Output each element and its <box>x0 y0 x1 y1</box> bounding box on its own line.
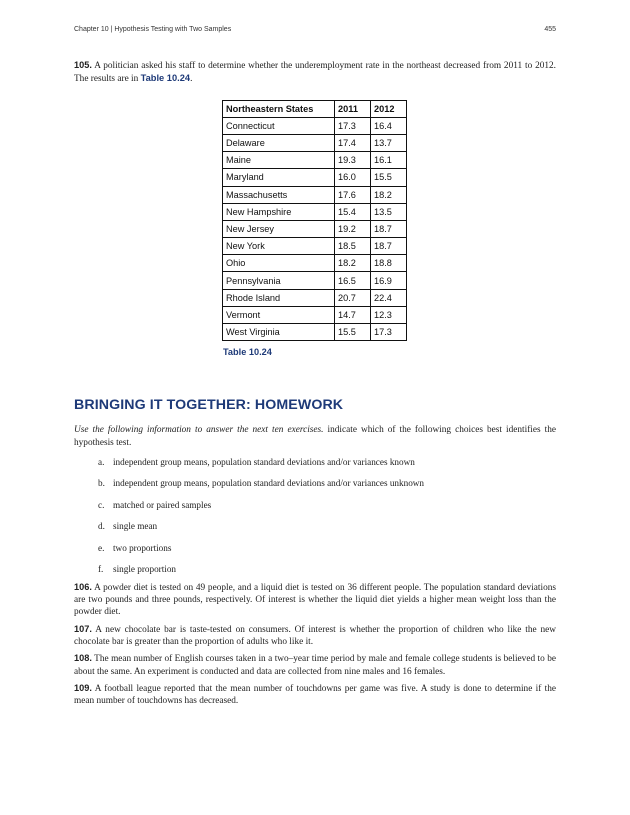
state-cell: Connecticut <box>223 117 335 134</box>
state-cell: Ohio <box>223 255 335 272</box>
exercise-number: 106. <box>74 581 92 592</box>
choice-label: c. <box>98 499 105 510</box>
value-2011-cell: 18.5 <box>335 238 371 255</box>
state-cell: Vermont <box>223 306 335 323</box>
table-header-row <box>223 100 407 117</box>
table-row <box>223 289 407 306</box>
choice-label: a. <box>98 456 105 467</box>
choice-text: independent group means, population standard deviations and/or variances unknown <box>113 478 425 489</box>
value-2011-cell: 17.4 <box>335 134 371 151</box>
value-2012-cell: 18.8 <box>371 255 407 272</box>
exercise-number: 107. <box>74 623 92 634</box>
value-2012-cell: 22.4 <box>371 289 407 306</box>
exercise-text: The mean number of English courses taken in a two–year time period by male and female college students is believed to be about the same. An experiment is conducted and data are collected from nine males and 16 females. <box>74 654 556 677</box>
value-2011-cell: 19.3 <box>335 152 371 169</box>
table-row <box>223 117 407 134</box>
state-cell: Maine <box>223 152 335 169</box>
value-2012-cell: 17.3 <box>371 324 407 341</box>
table-row <box>223 203 407 220</box>
value-2012-cell: 12.3 <box>371 306 407 323</box>
page-header <box>74 26 556 38</box>
column-header: 2011 <box>335 100 371 117</box>
value-2012-cell: 16.4 <box>371 117 407 134</box>
value-2011-cell: 15.5 <box>335 324 371 341</box>
choice-text: independent group means, population standard deviations and/or variances known <box>113 456 415 467</box>
value-2011-cell: 17.3 <box>335 117 371 134</box>
state-cell: New York <box>223 238 335 255</box>
choice-label: e. <box>98 542 105 553</box>
value-2011-cell: 20.7 <box>335 289 371 306</box>
list-item <box>74 478 556 500</box>
choice-text: matched or paired samples <box>113 499 212 510</box>
list-item <box>74 500 556 522</box>
exercise-107 <box>74 623 556 649</box>
value-2012-cell: 18.2 <box>371 186 407 203</box>
column-header: 2012 <box>371 100 407 117</box>
page-content <box>74 59 556 707</box>
exercise-text: A politician asked his staff to determine whether the underemployment rate in the northeast decreased from 2011 to 2012. The results are in <box>74 61 556 85</box>
intro-italic: Use the following information to answer the next ten exercises. <box>74 425 324 436</box>
exercise-109 <box>74 682 556 708</box>
choice-text: two proportions <box>113 542 172 553</box>
state-cell: New Hampshire <box>223 203 335 220</box>
exercise-list <box>74 581 556 708</box>
value-2011-cell: 16.5 <box>335 272 371 289</box>
exercise-number: 109. <box>74 682 92 693</box>
table-row <box>223 306 407 323</box>
sentence-end: . <box>190 74 193 85</box>
state-cell: Delaware <box>223 134 335 151</box>
table-row <box>223 220 407 237</box>
value-2012-cell: 16.1 <box>371 152 407 169</box>
choice-label: d. <box>98 521 105 532</box>
exercise-106 <box>74 581 556 619</box>
value-2012-cell: 13.7 <box>371 134 407 151</box>
table-row <box>223 152 407 169</box>
table-row <box>223 186 407 203</box>
list-item <box>74 564 556 586</box>
page-number: 455 <box>544 26 556 33</box>
table-row <box>223 324 407 341</box>
exercise-number: 105. <box>74 60 92 70</box>
exercise-108 <box>74 652 556 678</box>
value-2011-cell: 15.4 <box>335 203 371 220</box>
exercise-text: A football league reported that the mean number of touchdowns per game was five. A study is done to determine if the mean number of touchdowns has decreased. <box>74 683 557 707</box>
table-caption: Table 10.24 <box>223 347 272 358</box>
choice-text: single proportion <box>113 564 177 575</box>
list-item <box>74 521 556 543</box>
table-reference-link[interactable]: Table 10.24 <box>140 73 191 84</box>
state-cell: Massachusetts <box>223 186 335 203</box>
state-cell: New Jersey <box>223 220 335 237</box>
list-item <box>74 543 556 565</box>
exercise-text: A new chocolate bar is taste-tested on consumers. Of interest is whether the proportion of children who like the new chocolate bar is greater than the proportion of adults who like it. <box>74 624 556 647</box>
exercise-text: A powder diet is tested on 49 people, and a liquid diet is tested on 36 different people. The population standard deviations are two pounds and three pounds, respectively. Of interest is whether the liquid diet yields a higher mean weight loss than the powder diet. <box>74 582 556 618</box>
exercise-105 <box>74 59 556 86</box>
table-row <box>223 272 407 289</box>
section-intro <box>74 424 556 449</box>
value-2011-cell: 14.7 <box>335 306 371 323</box>
value-2012-cell: 15.5 <box>371 169 407 186</box>
choice-label: f. <box>98 564 104 575</box>
value-2011-cell: 16.0 <box>335 169 371 186</box>
column-header: Northeastern States <box>223 100 335 117</box>
section-title: BRINGING IT TOGETHER: HOMEWORK <box>74 397 344 414</box>
state-cell: Rhode Island <box>223 289 335 306</box>
state-cell: West Virginia <box>223 324 335 341</box>
value-2011-cell: 17.6 <box>335 186 371 203</box>
choice-list <box>74 457 556 586</box>
exercise-number: 108. <box>74 653 92 664</box>
chapter-title: Chapter 10 | Hypothesis Testing with Two Samples <box>74 26 232 33</box>
intro-text: indicate which of the following choices best identifies the hypothesis test. <box>74 425 557 448</box>
value-2011-cell: 18.2 <box>335 255 371 272</box>
table-row <box>223 134 407 151</box>
value-2012-cell: 18.7 <box>371 220 407 237</box>
table-row <box>223 255 407 272</box>
choice-text: single mean <box>113 521 158 532</box>
table-row <box>223 238 407 255</box>
underemployment-table <box>222 100 407 342</box>
list-item <box>74 457 556 479</box>
value-2012-cell: 13.5 <box>371 203 407 220</box>
value-2012-cell: 18.7 <box>371 238 407 255</box>
table-row <box>223 169 407 186</box>
value-2012-cell: 16.9 <box>371 272 407 289</box>
state-cell: Maryland <box>223 169 335 186</box>
state-cell: Pennsylvania <box>223 272 335 289</box>
value-2011-cell: 19.2 <box>335 220 371 237</box>
choice-label: b. <box>98 478 105 489</box>
